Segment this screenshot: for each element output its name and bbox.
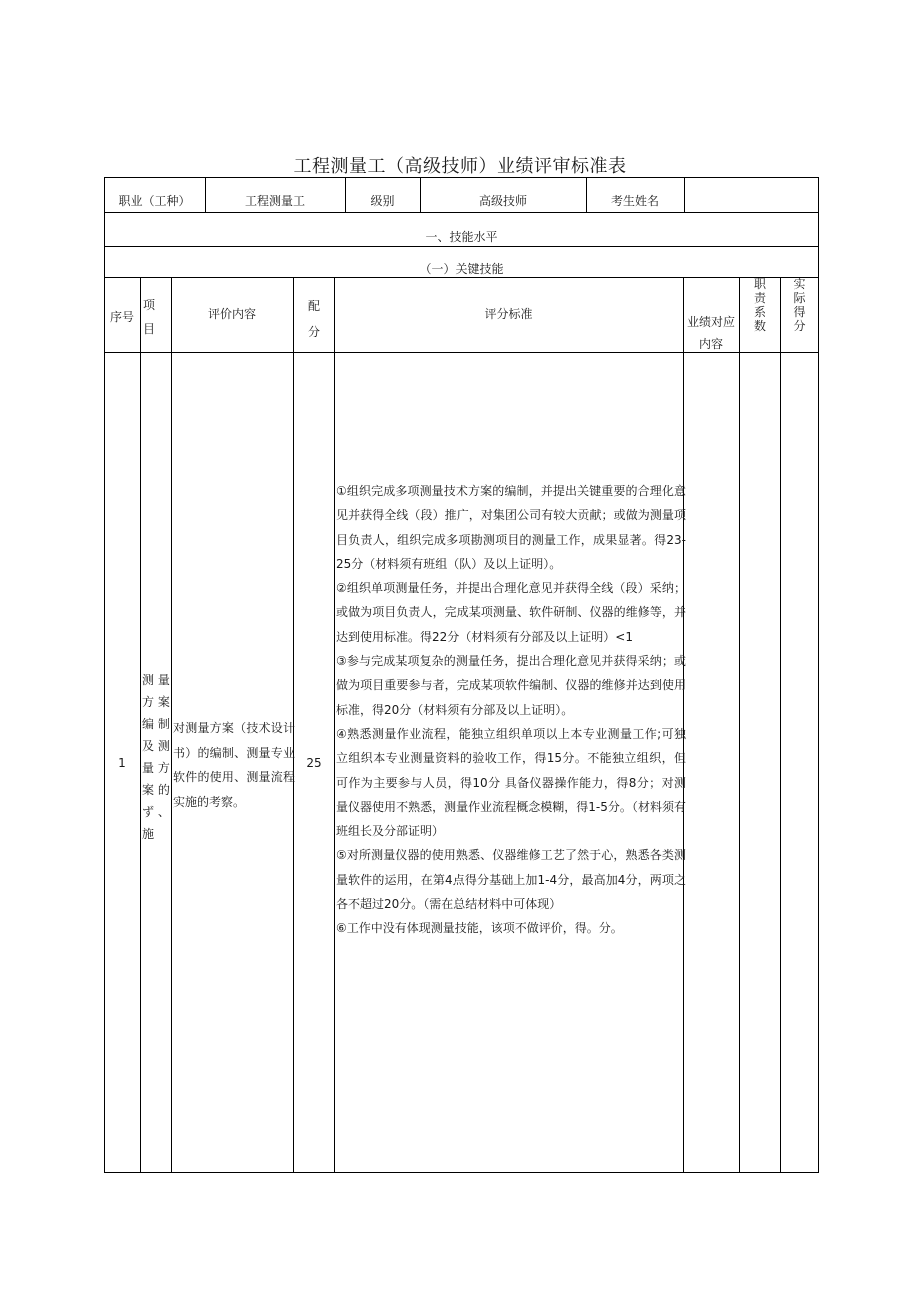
criterion-4: ④熟悉测量作业流程，能独立组织单项以上本专业测量工作;可独立组织本专业测量资料的验收工作，得15分。不能独立组织，但可作为主要参与人员，得10分 具备仪器操作能力，得8分；对测量仪器使用不熟悉，测量作业流程概念模糊，得1-5分。（材料须有班组长及分部证明） (336, 726, 686, 839)
criterion-6: ⑥工作中没有体现测量技能，该项不做评价，得。分。 (336, 921, 623, 936)
section-heading: 一、技能水平 (425, 230, 498, 244)
table-border-left (104, 177, 105, 1173)
row-content: 对测量方案（技术设计书）的编制、测量专业软件的使用、测量流程实施的考察。 (173, 721, 295, 809)
level-value: 高级技师 (478, 194, 527, 208)
col-header-item: 项 目 (143, 298, 156, 336)
col-divider (140, 277, 141, 1173)
table-border-right (818, 177, 819, 1173)
table-border-bottom (104, 1172, 819, 1173)
col-header-criteria: 评分标准 (484, 307, 533, 321)
col-header-seq: 序号 (109, 310, 134, 324)
row-divider (104, 246, 819, 247)
row-score: 25 (306, 756, 322, 770)
occupation-label: 职业（工种） (118, 194, 191, 208)
col-divider (684, 177, 685, 212)
criterion-1: ①组织完成多项测量技术方案的编制，并提出关键重要的合理化意见并获得全线（段）推广，对集团公司有较大贡献；或做为测量项目负责人，组织完成多项勘测项目的测量工作，成果显著。得23-25分（材料须有班组（队）及以上证明）。 (336, 484, 686, 571)
col-divider (334, 277, 335, 1173)
criterion-3: ③参与完成某项复杂的测量任务，提出合理化意见并获得采纳；或做为项目重要参与者，完成某项软件编制、仪器的维修并达到使用标准，得20分（材料须有分部及以上证明）。 (336, 654, 686, 717)
table-border-top (104, 177, 819, 178)
row-seq: 1 (118, 756, 126, 770)
criterion-2: ②组织单项测量任务，并提出合理化意见并获得全线（段）采纳；或做为项目负责人，完成某项测量、软件研制、仪器的维修等，并达到使用标准。得22分（材料须有分部及以上证明）<1 (336, 581, 686, 644)
level-label: 级别 (370, 194, 395, 208)
col-divider (780, 277, 781, 1173)
candidate-name-label: 考生姓名 (610, 194, 659, 208)
col-header-content: 评价内容 (207, 307, 256, 321)
col-header-score: 配 分 (307, 299, 320, 339)
col-header-actual-score: 实 际 得 分 (793, 277, 806, 333)
occupation-value: 工程测量工 (244, 194, 305, 208)
row-divider (104, 277, 819, 278)
page-title: 工程测量工（高级技师）业绩评审标准表 (293, 156, 627, 177)
row-divider (104, 212, 819, 213)
criterion-5: ⑤对所测量仪器的使用熟悉、仪器维修工艺了然于心，熟悉各类测量软件的运用，在第4点得分基础上加1-4分，最高加4分，两项之各不超过20分。（需在总结材料中可体现） (336, 848, 686, 912)
row-item: 测 量 方 案 编 制 及 测 量 方 案 的 ず 、 施 (142, 673, 170, 841)
subsection-heading: （一）关键技能 (419, 262, 504, 276)
col-divider (739, 277, 740, 1173)
row-criteria (336, 479, 686, 941)
col-header-performance: 业绩对应 内容 (686, 315, 735, 351)
col-header-coefficient: 职 责 系 数 (753, 277, 766, 333)
evaluation-table (104, 177, 819, 1173)
